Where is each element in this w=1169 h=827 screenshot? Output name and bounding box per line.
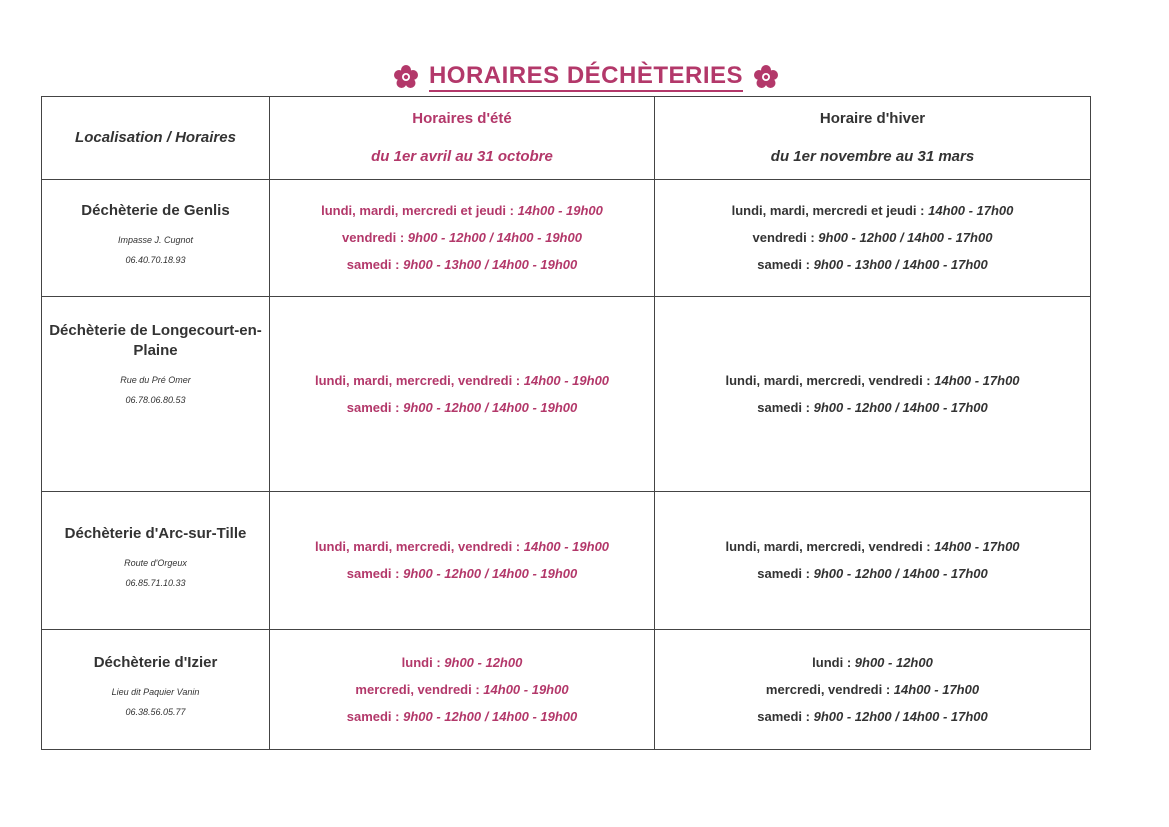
header-ete-cell <box>270 97 655 180</box>
hours-days: vendredi : <box>752 230 819 245</box>
hours-line <box>270 681 654 699</box>
hours-times: 9h00 - 13h00 / 14h00 - 17h00 <box>813 257 988 272</box>
hours-days: lundi, mardi, mercredi, vendredi : <box>314 539 524 554</box>
hours-days: mercredi, vendredi : <box>765 681 894 697</box>
site-phone: 06.78.06.80.53 <box>125 395 186 405</box>
hours-line <box>270 538 654 556</box>
hours-days: samedi : <box>757 257 814 272</box>
hours-days: vendredi : <box>342 230 408 245</box>
flower-icon <box>753 64 779 90</box>
hours-line <box>655 681 1090 699</box>
table-row <box>42 180 1091 297</box>
site-cell <box>42 492 270 630</box>
hours-days: lundi, mardi, mercredi et jeudi : <box>321 203 518 218</box>
site-cell <box>42 297 270 492</box>
hours-line <box>655 256 1090 274</box>
hours-times: 9h00 - 12h00 / 14h00 - 19h00 <box>407 230 582 245</box>
table-row <box>42 297 1091 492</box>
hours-line <box>270 654 654 672</box>
hours-days: lundi, mardi, mercredi et jeudi : <box>731 203 929 218</box>
site-name: Déchèterie de Longecourt-en-Plaine <box>49 322 262 359</box>
hiver-hours-cell <box>655 297 1091 492</box>
hours-times: 14h00 - 19h00 <box>517 203 603 218</box>
hours-times: 14h00 - 19h00 <box>523 372 610 388</box>
hours-days: lundi : <box>401 654 445 670</box>
hours-days: samedi : <box>757 566 814 581</box>
hours-times: 14h00 - 19h00 <box>483 681 569 697</box>
table-row <box>42 630 1091 750</box>
hours-times: 14h00 - 17h00 <box>893 681 980 697</box>
hours-days: samedi : <box>757 708 814 724</box>
hours-times: 9h00 - 12h00 / 14h00 - 17h00 <box>818 230 993 245</box>
hours-line <box>655 372 1090 390</box>
hours-days: lundi : <box>812 654 855 670</box>
site-address: Impasse J. Cugnot <box>117 235 194 245</box>
hours-line <box>270 202 654 220</box>
hours-times: 9h00 - 12h00 / 14h00 - 17h00 <box>813 566 988 581</box>
hours-line <box>655 565 1090 583</box>
ete-header-title: Horaires d'été <box>412 110 512 127</box>
hours-days: samedi : <box>346 399 404 415</box>
ete-hours-cell <box>270 492 655 630</box>
hours-days: samedi : <box>346 257 404 272</box>
hours-line <box>655 708 1090 726</box>
hours-times: 14h00 - 17h00 <box>934 539 1020 554</box>
hours-times: 14h00 - 17h00 <box>928 203 1014 218</box>
hours-line <box>270 372 654 390</box>
hours-times: 9h00 - 13h00 / 14h00 - 19h00 <box>403 257 578 272</box>
schedule-table <box>41 96 1091 750</box>
hours-days: lundi, mardi, mercredi, vendredi : <box>725 372 935 388</box>
site-phone: 06.38.56.05.77 <box>125 706 186 717</box>
header-row <box>42 97 1091 180</box>
hours-days: mercredi, vendredi : <box>355 681 484 697</box>
site-phone: 06.85.71.10.33 <box>125 577 186 588</box>
hours-days: lundi, mardi, mercredi, vendredi : <box>725 539 935 554</box>
ete-hours-cell <box>270 630 655 750</box>
hours-times: 9h00 - 12h00 <box>444 654 523 670</box>
hours-line <box>655 538 1090 556</box>
location-header: Localisation / Horaires <box>75 129 236 146</box>
site-address: Route d'Orgeux <box>124 557 187 568</box>
flower-icon <box>393 64 419 90</box>
hiver-hours-cell <box>655 492 1091 630</box>
hiver-hours-cell <box>655 630 1091 750</box>
hours-line <box>655 229 1090 247</box>
hours-times: 9h00 - 12h00 <box>854 654 933 670</box>
site-name: Déchèterie de Genlis <box>81 202 230 219</box>
hours-times: 9h00 - 12h00 / 14h00 - 17h00 <box>813 399 988 415</box>
site-address: Lieu dit Paquier Vanin <box>111 686 200 697</box>
hours-days: samedi : <box>346 708 404 724</box>
title-bar <box>386 60 786 94</box>
hours-line <box>270 708 654 726</box>
hours-line <box>270 229 654 247</box>
hours-line <box>270 399 654 417</box>
hours-line <box>270 256 654 274</box>
table-row <box>42 492 1091 630</box>
hiver-hours-cell <box>655 180 1091 297</box>
hours-days: samedi : <box>346 566 404 581</box>
hours-times: 9h00 - 12h00 / 14h00 - 19h00 <box>403 399 578 415</box>
site-phone: 06.40.70.18.93 <box>125 255 186 265</box>
hours-times: 14h00 - 19h00 <box>523 539 610 554</box>
hours-days: samedi : <box>757 399 814 415</box>
site-name: Déchèterie d'Arc-sur-Tille <box>64 524 247 542</box>
hours-times: 14h00 - 17h00 <box>934 372 1020 388</box>
hiver-header-title: Horaire d'hiver <box>819 110 926 127</box>
site-name: Déchèterie d'Izier <box>93 653 218 671</box>
site-address: Rue du Pré Omer <box>120 375 191 385</box>
hours-line <box>655 202 1090 220</box>
hours-line <box>655 654 1090 672</box>
ete-hours-cell <box>270 297 655 492</box>
header-location-cell <box>42 97 270 180</box>
hours-times: 9h00 - 12h00 / 14h00 - 19h00 <box>403 566 578 581</box>
hours-line <box>655 399 1090 417</box>
page-title: HORAIRES DÉCHÈTERIES <box>429 63 743 92</box>
ete-hours-cell <box>270 180 655 297</box>
hours-times: 9h00 - 12h00 / 14h00 - 19h00 <box>403 708 578 724</box>
site-cell <box>42 630 270 750</box>
hours-times: 9h00 - 12h00 / 14h00 - 17h00 <box>813 708 988 724</box>
hours-days: lundi, mardi, mercredi, vendredi : <box>314 372 524 388</box>
site-cell <box>42 180 270 297</box>
hiver-header-period: du 1er novembre au 31 mars <box>770 148 975 165</box>
hours-line <box>270 565 654 583</box>
header-hiver-cell <box>655 97 1091 180</box>
ete-header-period: du 1er avril au 31 octobre <box>371 148 553 165</box>
